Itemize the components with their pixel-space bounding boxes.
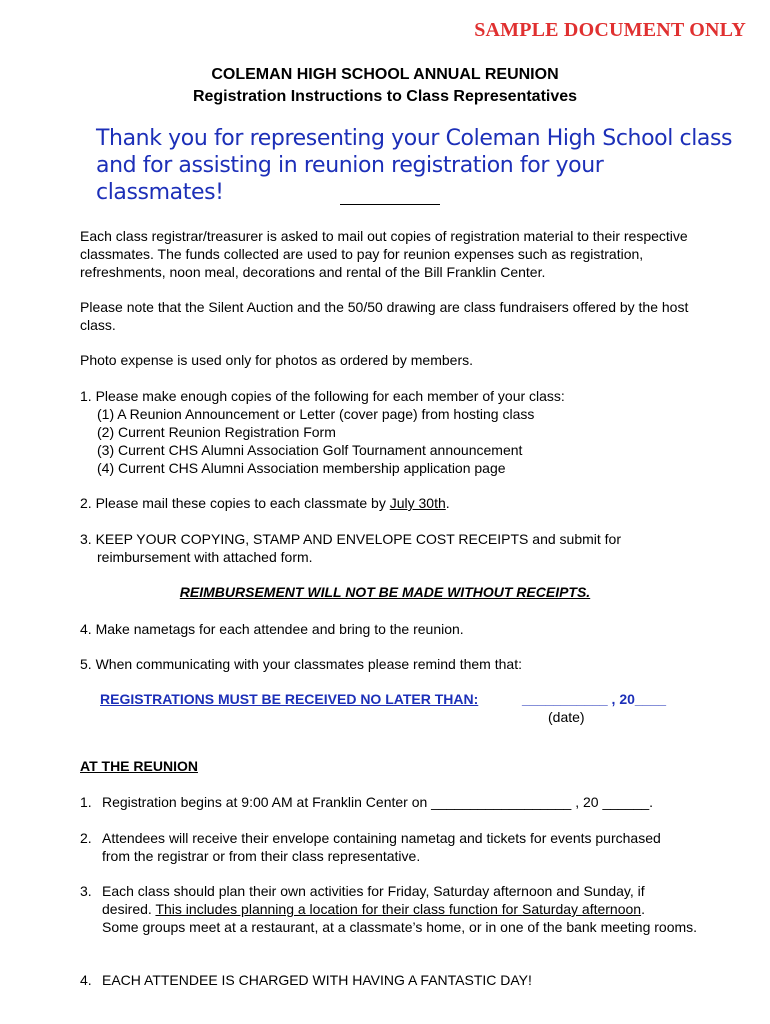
photo-paragraph: Photo expense is used only for photos as ordered by members. bbox=[80, 352, 473, 368]
reunion-item-2: 2. Attendees will receive their envelope containing nametag and tickets for events purchased from the registrar or from their class representative. bbox=[80, 830, 661, 864]
reunion-item-3: 3. Each class should plan their own activities for Friday, Saturday afternoon and Sunday, if desired. This includes planning a location for their class function for Saturday afternoon. Some groups meet at a restaurant, at a classmate’s home, or in one of the bank meeting rooms. bbox=[80, 883, 698, 935]
thanks-line-1: Thank you for representing your Coleman High School class bbox=[96, 126, 733, 151]
instruction-3: 3. KEEP YOUR COPYING, STAMP AND ENVELOPE COST RECEIPTS and submit for reimbursement with attached form. bbox=[80, 531, 621, 565]
copy-item: (3) Current CHS Alumni Association Golf Tournament announcement bbox=[97, 442, 523, 458]
reimbursement-notice: REIMBURSEMENT WILL NOT BE MADE WITHOUT RECEIPTS. bbox=[179, 584, 591, 600]
instruction-1 bbox=[80, 387, 700, 477]
date-caption: (date) bbox=[548, 709, 585, 725]
sample-stamp: SAMPLE DOCUMENT ONLY bbox=[474, 19, 746, 41]
copy-item: (2) Current Reunion Registration Form bbox=[97, 424, 336, 440]
instruction-1-text: 1. Please make enough copies of the following for each member of your class: bbox=[80, 388, 565, 404]
instruction-2: 2. Please mail these copies to each classmate by July 30th. bbox=[80, 495, 450, 511]
copy-item: (1) A Reunion Announcement or Letter (cover page) from hosting class bbox=[97, 406, 535, 422]
at-the-reunion-heading: AT THE REUNION bbox=[80, 758, 198, 774]
intro-paragraph: Each class registrar/treasurer is asked to mail out copies of registration material to their respective classmates. The funds collected are used to pay for reunion expenses such as registration, refreshments, noon meal, decorations and rental of the Bill Franklin Center. bbox=[80, 228, 688, 280]
deadline-date-blank: ___________ , 20____ bbox=[522, 691, 667, 707]
mail-by-date: July 30th bbox=[389, 495, 446, 511]
instruction-5: 5. When communicating with your classmates please remind them that: bbox=[80, 656, 522, 672]
document-subtitle: Registration Instructions to Class Representatives bbox=[192, 88, 578, 105]
separator-rule bbox=[340, 204, 440, 205]
document-title: COLEMAN HIGH SCHOOL ANNUAL REUNION bbox=[211, 66, 559, 83]
instruction-4: 4. Make nametags for each attendee and bring to the reunion. bbox=[80, 621, 464, 637]
thanks-line-2: and for assisting in reunion registration for your classmates! bbox=[96, 153, 604, 205]
reunion-item-4: 4. EACH ATTENDEE IS CHARGED WITH HAVING A FANTASTIC DAY! bbox=[80, 972, 532, 988]
deadline-label: REGISTRATIONS MUST BE RECEIVED NO LATER THAN: bbox=[100, 691, 479, 707]
copy-item: (4) Current CHS Alumni Association membership application page bbox=[97, 460, 506, 476]
reunion-item-1: 1. Registration begins at 9:00 AM at Franklin Center on __________________ , 20 ______. bbox=[80, 794, 654, 810]
saturday-location-note: This includes planning a location for their class function for Saturday afternoon bbox=[155, 901, 642, 917]
auction-paragraph: Please note that the Silent Auction and the 50/50 drawing are class fundraisers offered by the host class. bbox=[80, 299, 689, 333]
